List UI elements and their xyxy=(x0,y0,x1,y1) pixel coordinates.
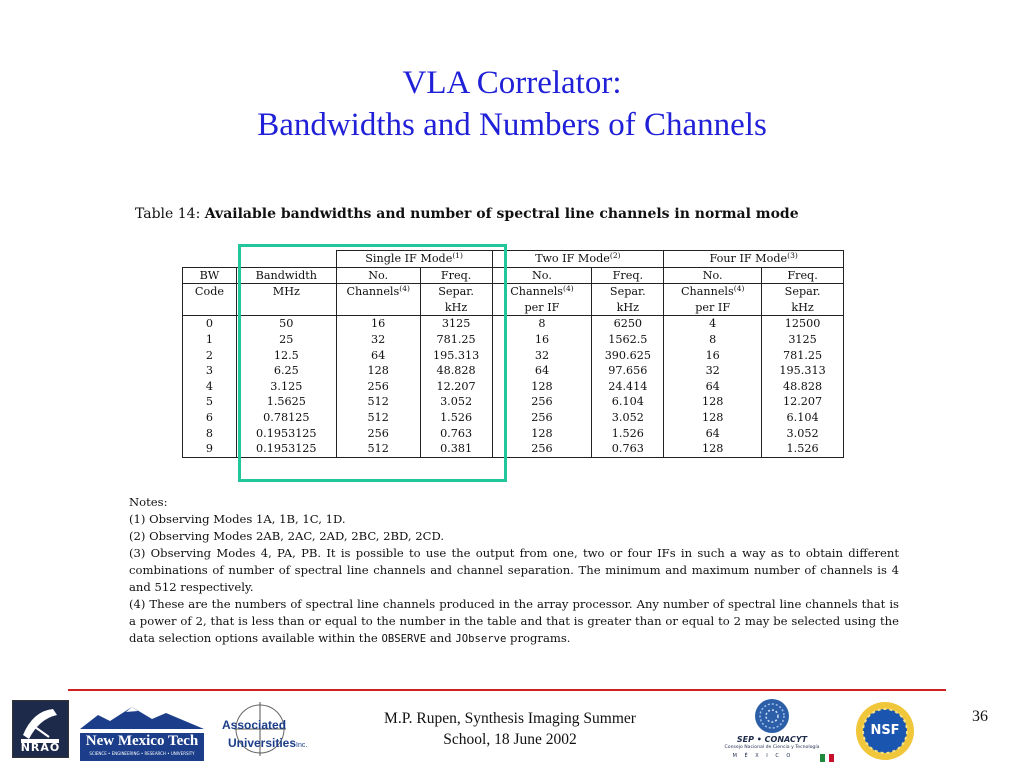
page-number: 36 xyxy=(972,708,988,725)
cell-two-freq: 6250 xyxy=(592,316,664,332)
cell-four-no: 4 xyxy=(664,316,762,332)
cell-four-freq: 12500 xyxy=(762,316,844,332)
cell-bw-code: 5 xyxy=(183,394,237,410)
cell-bw-code: 2 xyxy=(183,348,237,364)
conacyt-logo xyxy=(708,698,836,762)
cell-bandwidth: 3.125 xyxy=(236,379,336,395)
cell-two-no: 256 xyxy=(492,394,592,410)
nsf-logo xyxy=(852,700,918,762)
footer-rule xyxy=(68,689,946,691)
cell-bandwidth: 25 xyxy=(236,332,336,348)
cell-four-no: 64 xyxy=(664,379,762,395)
note-3: (3) Observing Modes 4, PA, PB. It is possible to use the output from one, two or four IFs in such a way as to obtain different combinations of number of spectral line channels and channel separation. The minimum and maximum number of channels is 4 and 512 respectively. xyxy=(129,546,899,594)
header-code: Code xyxy=(183,284,237,300)
cell-single-no: 32 xyxy=(336,332,420,348)
header-row-1 xyxy=(183,267,844,284)
cell-four-no: 64 xyxy=(664,426,762,442)
nrao-logo xyxy=(12,700,69,758)
table-row xyxy=(183,348,844,364)
cell-single-no: 256 xyxy=(336,379,420,395)
cell-four-freq: 3.052 xyxy=(762,426,844,442)
cell-bandwidth: 6.25 xyxy=(236,363,336,379)
program-jobserve: JObserve xyxy=(455,633,507,645)
cell-single-no: 512 xyxy=(336,394,420,410)
header-single-channels: Channels$^{(4)}$ xyxy=(336,284,420,300)
cell-bandwidth: 12.5 xyxy=(236,348,336,364)
slide-title-line2: Bandwidths and Numbers of Channels xyxy=(257,107,767,143)
bandwidth-table xyxy=(182,250,844,458)
cell-single-freq: 3125 xyxy=(420,316,492,332)
table-row xyxy=(183,394,844,410)
conacyt-subtitle: Consejo Nacional de Ciencia y Tecnología xyxy=(724,745,820,750)
cell-four-freq: 6.104 xyxy=(762,410,844,426)
cell-two-no: 8 xyxy=(492,316,592,332)
nmt-subtitle: SCIENCE • ENGINEERING • RESEARCH • UNIVERSITY xyxy=(89,751,195,756)
cell-bw-code: 1 xyxy=(183,332,237,348)
aui-line2: Universities xyxy=(228,736,297,750)
cell-two-freq: 1562.5 xyxy=(592,332,664,348)
cell-single-no: 64 xyxy=(336,348,420,364)
note-2: (2) Observing Modes 2AB, 2AC, 2AD, 2BC, 2BD, 2CD. xyxy=(129,529,445,543)
cell-single-freq: 1.526 xyxy=(420,410,492,426)
cell-two-freq: 0.763 xyxy=(592,441,664,457)
cell-bandwidth: 0.1953125 xyxy=(236,441,336,457)
cell-four-no: 128 xyxy=(664,394,762,410)
header-two-khz: kHz xyxy=(592,300,664,316)
table-row xyxy=(183,363,844,379)
cell-four-no: 16 xyxy=(664,348,762,364)
cell-two-no: 128 xyxy=(492,379,592,395)
note-4: (4) These are the numbers of spectral line channels produced in the array processor. Any number of spectral line channels that is a power of 2, that is less than or equal to the number in the table and that is greater than or equal to 2 may be selected using the data selection options available within the OBSERVE and JObserve programs. xyxy=(129,597,899,645)
cell-bw-code: 4 xyxy=(183,379,237,395)
header-bw: BW xyxy=(183,267,237,284)
table-caption-text: Available bandwidths and number of spectral line channels in normal mode xyxy=(204,206,799,222)
cell-four-no: 128 xyxy=(664,441,762,457)
cell-bw-code: 6 xyxy=(183,410,237,426)
cell-single-no: 512 xyxy=(336,410,420,426)
header-four-channels: Channels$^{(4)}$ xyxy=(664,284,762,300)
mountain-icon xyxy=(80,705,204,729)
notes xyxy=(129,494,899,648)
cell-two-freq: 24.414 xyxy=(592,379,664,395)
header-two-if-mode: Two IF Mode$^{(2)}$ xyxy=(492,251,664,268)
conacyt-country: M É X I C O xyxy=(732,753,794,759)
cell-four-no: 8 xyxy=(664,332,762,348)
table-row xyxy=(183,441,844,457)
cell-bandwidth: 1.5625 xyxy=(236,394,336,410)
table-row xyxy=(183,410,844,426)
cell-bw-code: 8 xyxy=(183,426,237,442)
header-four-freq: Freq. xyxy=(762,267,844,284)
cell-two-no: 128 xyxy=(492,426,592,442)
nsf-logo-text: NSF xyxy=(870,723,900,738)
cell-single-freq: 0.763 xyxy=(420,426,492,442)
aui-line1: Associated xyxy=(222,718,287,732)
cell-four-freq: 1.526 xyxy=(762,441,844,457)
cell-single-freq: 3.052 xyxy=(420,394,492,410)
cell-two-no: 256 xyxy=(492,441,592,457)
header-single-khz: kHz xyxy=(420,300,492,316)
cell-bw-code: 9 xyxy=(183,441,237,457)
cell-single-no: 16 xyxy=(336,316,420,332)
footer-credit xyxy=(330,708,690,750)
cell-two-freq: 390.625 xyxy=(592,348,664,364)
nrao-logo-text: NRAO xyxy=(20,741,61,754)
header-two-channels: Channels$^{(4)}$ xyxy=(492,284,592,300)
aui-logo xyxy=(220,702,320,756)
table-caption xyxy=(135,206,905,222)
cell-four-no: 128 xyxy=(664,410,762,426)
cell-two-freq: 97.656 xyxy=(592,363,664,379)
table-row xyxy=(183,379,844,395)
cell-single-no: 512 xyxy=(336,441,420,457)
cell-single-freq: 781.25 xyxy=(420,332,492,348)
note-1: (1) Observing Modes 1A, 1B, 1C, 1D. xyxy=(129,512,346,526)
header-mhz: MHz xyxy=(236,284,336,300)
cell-two-freq: 1.526 xyxy=(592,426,664,442)
program-observe: OBSERVE xyxy=(381,633,427,645)
cell-two-no: 64 xyxy=(492,363,592,379)
cell-single-no: 128 xyxy=(336,363,420,379)
cell-bandwidth: 0.1953125 xyxy=(236,426,336,442)
cell-bandwidth: 0.78125 xyxy=(236,410,336,426)
cell-single-no: 256 xyxy=(336,426,420,442)
header-row-modes xyxy=(183,251,844,268)
header-row-3 xyxy=(183,300,844,316)
header-row-2 xyxy=(183,284,844,300)
header-single-freq: Freq. xyxy=(420,267,492,284)
cell-bw-code: 0 xyxy=(183,316,237,332)
cell-four-freq: 781.25 xyxy=(762,348,844,364)
cell-two-freq: 6.104 xyxy=(592,394,664,410)
header-single-separ: Separ. xyxy=(420,284,492,300)
conacyt-name: SEP • CONACYT xyxy=(736,735,808,744)
header-two-freq: Freq. xyxy=(592,267,664,284)
header-two-separ: Separ. xyxy=(592,284,664,300)
table-row xyxy=(183,316,844,332)
cell-single-freq: 195.313 xyxy=(420,348,492,364)
cell-two-no: 256 xyxy=(492,410,592,426)
table-row xyxy=(183,332,844,348)
notes-heading: Notes: xyxy=(129,495,168,509)
header-single-if-mode: Single IF Mode$^{(1)}$ xyxy=(336,251,492,268)
aui-inc: Inc. xyxy=(296,742,308,749)
nmt-name: New Mexico Tech xyxy=(85,733,199,749)
table-caption-label: Table 14: xyxy=(135,206,201,222)
cell-bandwidth: 50 xyxy=(236,316,336,332)
header-bandwidth: Bandwidth xyxy=(236,267,336,284)
cell-bw-code: 3 xyxy=(183,363,237,379)
cell-four-freq: 48.828 xyxy=(762,379,844,395)
cell-single-freq: 0.381 xyxy=(420,441,492,457)
cell-four-no: 32 xyxy=(664,363,762,379)
conacyt-globe-icon xyxy=(752,698,792,734)
header-four-per-if: per IF xyxy=(664,300,762,316)
footer-line2: School, 18 June 2002 xyxy=(443,731,577,748)
header-two-per-if: per IF xyxy=(492,300,592,316)
header-four-if-mode: Four IF Mode$^{(3)}$ xyxy=(664,251,844,268)
cell-four-freq: 12.207 xyxy=(762,394,844,410)
header-single-no: No. xyxy=(336,267,420,284)
slide-title-line1: VLA Correlator: xyxy=(402,65,622,101)
header-four-separ: Separ. xyxy=(762,284,844,300)
header-two-no: No. xyxy=(492,267,592,284)
cell-four-freq: 195.313 xyxy=(762,363,844,379)
header-four-khz: kHz xyxy=(762,300,844,316)
mexico-flag-icon xyxy=(820,754,834,762)
cell-two-no: 32 xyxy=(492,348,592,364)
new-mexico-tech-logo xyxy=(80,705,204,757)
footer-line1: M.P. Rupen, Synthesis Imaging Summer xyxy=(384,710,636,727)
cell-single-freq: 12.207 xyxy=(420,379,492,395)
header-four-no: No. xyxy=(664,267,762,284)
table-row xyxy=(183,426,844,442)
cell-four-freq: 3125 xyxy=(762,332,844,348)
cell-single-freq: 48.828 xyxy=(420,363,492,379)
cell-two-no: 16 xyxy=(492,332,592,348)
cell-two-freq: 3.052 xyxy=(592,410,664,426)
slide-title xyxy=(0,62,1024,146)
